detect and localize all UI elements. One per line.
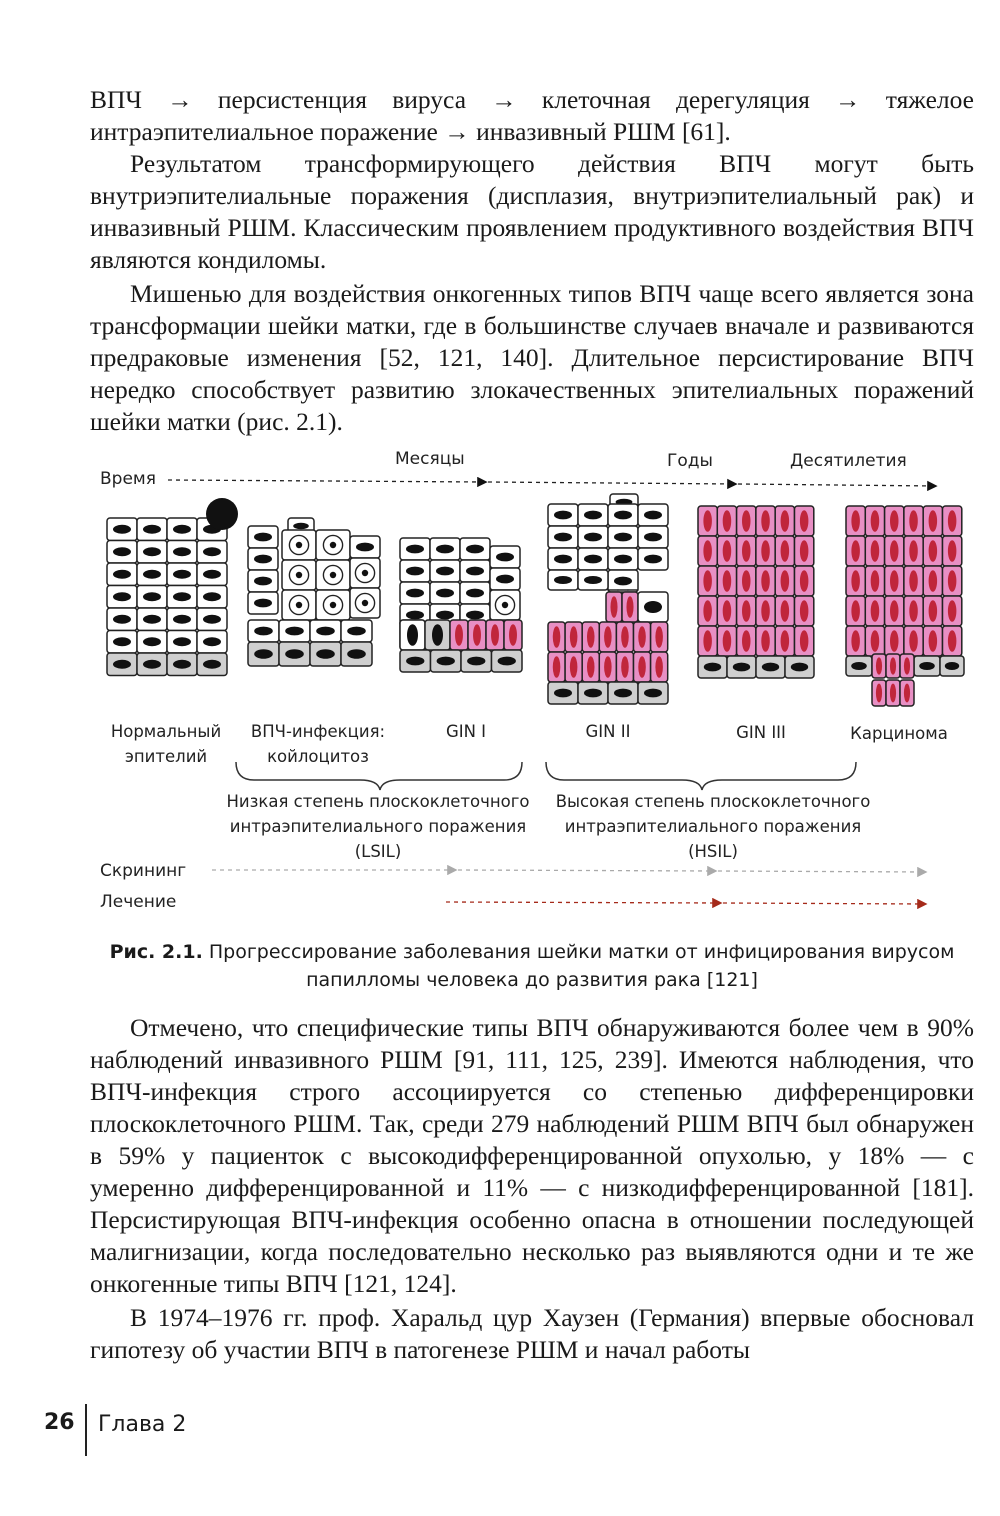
time-arrow-decades [738, 484, 935, 486]
nucleus [437, 657, 455, 666]
nucleus [406, 589, 424, 598]
hsil-line1: Высокая степень плоскоклеточного [555, 792, 871, 811]
nucleus [604, 656, 612, 678]
nucleus [876, 657, 882, 674]
nucleus [254, 627, 273, 636]
nucleus [703, 600, 711, 622]
nucleus [890, 630, 898, 652]
lsil-abbr: (LSIL) [354, 842, 402, 861]
nucleus [909, 630, 917, 652]
nucleus [948, 570, 956, 592]
decades-label: Десятилетия [790, 451, 907, 471]
nucleus [173, 547, 191, 556]
nucleus [610, 596, 617, 618]
nucleus [509, 624, 517, 646]
nucleus [316, 627, 335, 636]
nucleus [948, 510, 956, 532]
nucleus [173, 660, 191, 669]
nucleus [316, 649, 335, 659]
koilocyte-nucleus [362, 570, 368, 576]
koilocyte-nucleus [330, 572, 336, 578]
nucleus [406, 657, 424, 666]
virus-particle [206, 498, 238, 530]
nucleus [871, 600, 879, 622]
nucleus [203, 592, 221, 601]
nucleus [761, 510, 769, 532]
nucleus [723, 570, 731, 592]
nucleus [584, 533, 602, 542]
nucleus [851, 540, 859, 562]
nucleus [173, 592, 191, 601]
nucleus [723, 540, 731, 562]
nucleus [800, 600, 808, 622]
nucleus [890, 684, 896, 703]
nucleus [254, 599, 272, 608]
nucleus [604, 626, 612, 648]
nucleus [473, 624, 481, 646]
nucleus [704, 663, 721, 672]
nucleus [851, 600, 859, 622]
nucleus [553, 626, 561, 648]
nucleus [621, 626, 629, 648]
nucleus [644, 533, 662, 542]
nucleus [791, 663, 808, 672]
nucleus [173, 615, 191, 624]
nucleus [781, 510, 789, 532]
stage-gin3: GIN III [736, 723, 786, 742]
nucleus [406, 545, 424, 554]
nucleus [436, 611, 454, 620]
nucleus [143, 660, 161, 669]
nucleus [703, 510, 711, 532]
nucleus [587, 656, 595, 678]
nucleus [909, 540, 917, 562]
nucleus [871, 510, 879, 532]
nucleus [800, 570, 808, 592]
footer-divider [85, 1404, 87, 1456]
nucleus [929, 540, 937, 562]
paragraph-3: Мишенью для воздействия онкогенных типов ВПЧ чаще всего является зона трансформации шейки матки, где в большинстве случаев вначале и развиваются предраковые изменения [52, 121, 140]. Длительное персистирование ВПЧ нередко способствует развитию злокачественных эпителиальных поражений шейки матки (рис. 2.1). [90, 279, 974, 436]
nucleus [742, 510, 750, 532]
nucleus [554, 555, 572, 564]
nucleus [929, 570, 937, 592]
koilocyte-nucleus [330, 542, 336, 548]
nucleus [173, 525, 191, 534]
nucleus [466, 567, 484, 576]
nucleus [703, 630, 711, 652]
koilocyte-nucleus [330, 602, 336, 608]
nucleus [113, 547, 131, 556]
nucleus [723, 510, 731, 532]
nucleus [203, 637, 221, 646]
nucleus [143, 637, 161, 646]
koilocyte-nucleus [296, 542, 302, 548]
nucleus [929, 630, 937, 652]
stage-normal-line1: Нормальный [110, 722, 222, 741]
nucleus [800, 540, 808, 562]
nucleus [614, 533, 632, 542]
figure-caption [90, 938, 974, 994]
nucleus [762, 663, 779, 672]
nucleus [733, 663, 750, 672]
lsil-line1: Низкая степень плоскоклеточного [226, 792, 530, 811]
nucleus [851, 662, 867, 670]
nucleus [432, 624, 443, 646]
nucleus [285, 649, 304, 659]
chapter-label: Глава 2 [98, 1412, 187, 1437]
lsil-line2: интраэпителиального поражения [229, 817, 527, 836]
nucleus [703, 570, 711, 592]
years-label: Годы [667, 451, 713, 471]
koilocyte-nucleus [502, 602, 508, 608]
stage-infection-line2: койлоцитоз [267, 747, 369, 766]
nucleus [614, 555, 632, 564]
nucleus [570, 626, 578, 648]
nucleus [347, 649, 366, 659]
nucleus [929, 510, 937, 532]
paragraph-5: В 1974–1976 гг. проф. Харальд цур Хаузен (Германия) впервые обосновал гипотезу об участии ВПЧ в патогенезе РШМ и начал работы [90, 1303, 974, 1364]
epithelium-stages [107, 494, 964, 706]
nucleus [703, 540, 711, 562]
nucleus [781, 570, 789, 592]
nucleus [554, 576, 572, 584]
nucleus [655, 626, 663, 648]
time-arrow-months [168, 480, 485, 482]
nucleus [876, 684, 882, 703]
caption-label: Рис. 2.1. [109, 941, 203, 963]
nucleus [871, 630, 879, 652]
nucleus [655, 656, 663, 678]
nucleus [742, 630, 750, 652]
nucleus [890, 570, 898, 592]
nucleus [143, 592, 161, 601]
nucleus [436, 545, 454, 554]
koilocyte-nucleus [362, 600, 368, 606]
nucleus [614, 511, 632, 520]
nucleus [113, 525, 131, 534]
nucleus [851, 630, 859, 652]
stage-carcinoma: Карцинома [850, 724, 948, 743]
nucleus [851, 570, 859, 592]
nucleus [948, 630, 956, 652]
nucleus [723, 630, 731, 652]
nucleus [584, 511, 602, 520]
nucleus [113, 660, 131, 669]
nucleus [285, 627, 304, 636]
screening-label: Скрининг [100, 861, 187, 881]
nucleus [904, 657, 910, 674]
stage-normal-line2: эпителий [124, 747, 208, 766]
nucleus [570, 656, 578, 678]
koilocyte-nucleus [296, 572, 302, 578]
nucleus [638, 626, 646, 648]
nucleus [851, 510, 859, 532]
nucleus [621, 656, 629, 678]
lsil-brace [236, 762, 522, 790]
nucleus [554, 533, 572, 542]
nucleus [761, 570, 769, 592]
koilocyte-nucleus [296, 602, 302, 608]
nucleus [203, 615, 221, 624]
paragraph-4: Отмечено, что специфические типы ВПЧ обнаруживаются более чем в 90% наблюдений инвазивного РШМ [91, 111, 125, 239]. Имеются наблюдения, что ВПЧ-инфекция строго ассоциируется со степенью дифференцировки плоскоклеточного РШМ. Так, среди 279 наблюдений РШМ ВПЧ был обнаружен в 59% у пациенток с высокодифференцированной опухолью, у 18% — с умеренно дифференцированной и 11% — с низкодифференцированной [181]. Персистирующая ВПЧ-инфекция особенно опасна в отношении последующей малигнизации, когда последовательно несколько раз выявляются одни и те же онкогенные типы ВПЧ [121, 124]. [90, 1013, 974, 1298]
stage-gin1: GIN I [445, 722, 487, 741]
nucleus [781, 600, 789, 622]
nucleus [761, 540, 769, 562]
nucleus [945, 662, 959, 670]
nucleus [644, 689, 662, 698]
nucleus [113, 637, 131, 646]
nucleus [638, 656, 646, 678]
nucleus [254, 555, 272, 564]
nucleus [587, 626, 595, 648]
stage-gin2: GIN II [585, 722, 631, 741]
screening-arrow-2 [458, 870, 715, 871]
nucleus [742, 600, 750, 622]
nucleus [113, 592, 131, 601]
nucleus [436, 567, 454, 576]
nucleus [254, 533, 272, 542]
paragraph-1: ВПЧ → персистенция вируса → клеточная дерегуляция → тяжелое интраэпителиальное поражение → инвазивный РШМ [61]. [90, 85, 974, 146]
nucleus [498, 657, 516, 666]
nucleus [553, 656, 561, 678]
nucleus [761, 630, 769, 652]
nucleus [173, 637, 191, 646]
hsil-abbr: (HSIL) [688, 842, 738, 861]
nucleus [871, 570, 879, 592]
treatment-label: Лечение [100, 892, 177, 912]
nucleus [406, 567, 424, 576]
nucleus [871, 540, 879, 562]
nucleus [904, 684, 910, 703]
nucleus [143, 615, 161, 624]
paragraph-2: Результатом трансформирующего действия ВПЧ могут быть внутриэпителиальные поражения (дисплазия, внутриэпителиальный рак) и инвазивный РШМ. Классическим проявлением продуктивного воздействия ВПЧ являются кондиломы. [90, 149, 974, 274]
nucleus [919, 662, 935, 670]
nucleus [496, 553, 514, 562]
nucleus [948, 600, 956, 622]
nucleus [626, 596, 633, 618]
nucleus [173, 570, 191, 579]
nucleus [406, 611, 424, 620]
nucleus [467, 657, 485, 666]
nucleus [890, 657, 896, 674]
nucleus [800, 630, 808, 652]
nucleus [293, 523, 309, 529]
nucleus [407, 624, 418, 646]
nucleus [909, 570, 917, 592]
nucleus [554, 511, 572, 520]
nucleus [113, 615, 131, 624]
nucleus [143, 570, 161, 579]
nucleus [254, 577, 272, 586]
treatment-arrow-1 [446, 902, 720, 903]
nucleus [723, 600, 731, 622]
nucleus [761, 600, 769, 622]
nucleus [890, 540, 898, 562]
nucleus [742, 570, 750, 592]
nucleus [800, 510, 808, 532]
nucleus [466, 545, 484, 554]
nucleus [455, 624, 463, 646]
nucleus [781, 630, 789, 652]
nucleus [584, 576, 602, 584]
treatment-arrow-2 [723, 903, 925, 904]
months-label: Месяцы [395, 449, 465, 469]
caption-text: Прогрессирование заболевания шейки матки от инфицирования вирусом папилломы человека до развития рака [121] [208, 941, 955, 991]
nucleus [491, 624, 499, 646]
page-number: 26 [44, 1410, 75, 1435]
nucleus [356, 543, 374, 552]
hsil-line2: интраэпителиального поражения [564, 817, 862, 836]
nucleus [909, 600, 917, 622]
nucleus [203, 547, 221, 556]
nucleus [614, 577, 632, 586]
nucleus [584, 555, 602, 564]
nucleus [614, 689, 632, 698]
nucleus [254, 649, 273, 659]
nucleus [644, 555, 662, 564]
nucleus [496, 575, 514, 584]
stage-infection-line1: ВПЧ-инфекция: [250, 722, 386, 741]
nucleus [781, 540, 789, 562]
nucleus [203, 570, 221, 579]
hsil-brace [546, 762, 856, 790]
nucleus [203, 660, 221, 669]
nucleus [929, 600, 937, 622]
nucleus [948, 540, 956, 562]
nucleus [143, 525, 161, 534]
nucleus [113, 570, 131, 579]
nucleus [890, 510, 898, 532]
figure-cervical-progression [0, 440, 1000, 920]
nucleus [890, 600, 898, 622]
nucleus [347, 627, 366, 636]
nucleus [466, 589, 484, 598]
time-label: Время [100, 469, 156, 489]
nucleus [554, 689, 572, 698]
nucleus [466, 611, 484, 620]
nucleus [644, 601, 662, 613]
screening-arrow-3 [718, 871, 925, 872]
nucleus [436, 589, 454, 598]
nucleus [584, 689, 602, 698]
nucleus [909, 510, 917, 532]
nucleus [644, 511, 662, 520]
nucleus [742, 540, 750, 562]
nucleus [143, 547, 161, 556]
time-arrow-years [488, 482, 735, 484]
